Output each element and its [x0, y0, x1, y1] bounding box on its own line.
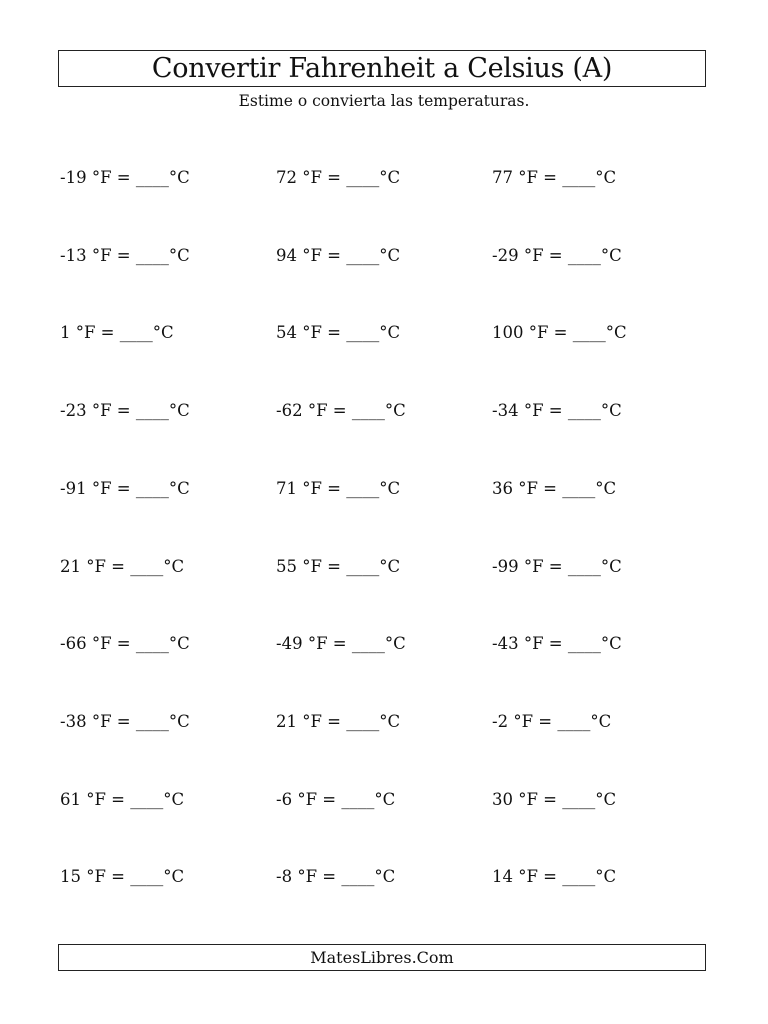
problem-item: 21 °F = ____°C	[60, 556, 185, 576]
problem-item: -43 °F = ____°C	[492, 634, 622, 654]
problem-item: 54 °F = ____°C	[276, 323, 401, 343]
problem-item: -23 °F = ____°C	[60, 401, 190, 421]
problem-item: -49 °F = ____°C	[276, 634, 406, 654]
problem-item: -66 °F = ____°C	[60, 634, 190, 654]
problem-item: 61 °F = ____°C	[60, 789, 185, 809]
problem-item: -2 °F = ____°C	[492, 711, 612, 731]
problem-item: 77 °F = ____°C	[492, 168, 617, 187]
instructions: Estime o convierta las temperaturas.	[238, 92, 530, 110]
problem-item: -91 °F = ____°C	[60, 478, 190, 498]
problem-item: -99 °F = ____°C	[492, 556, 622, 576]
problem-item: -8 °F = ____°C	[276, 867, 396, 887]
problem-item: -38 °F = ____°C	[60, 711, 190, 731]
problem-item: 15 °F = ____°C	[60, 867, 185, 887]
problem-item: -13 °F = ____°C	[60, 245, 190, 265]
problem-item: -62 °F = ____°C	[276, 401, 406, 421]
problem-item: 14 °F = ____°C	[492, 867, 617, 887]
problem-item: 30 °F = ____°C	[492, 789, 617, 809]
problem-item: 21 °F = ____°C	[276, 711, 401, 731]
title-box	[58, 50, 706, 87]
page-title: Convertir Fahrenheit a Celsius (A)	[151, 53, 613, 84]
problem-item: 94 °F = ____°C	[276, 245, 401, 265]
footer-site: MatesLibres.Com	[310, 948, 454, 967]
problem-item: 71 °F = ____°C	[276, 478, 401, 498]
footer-box	[58, 944, 706, 971]
problem-item: 100 °F = ____°C	[492, 323, 627, 343]
problem-item: -19 °F = ____°C	[60, 168, 190, 187]
problem-item: -34 °F = ____°C	[492, 401, 622, 421]
problem-item: 55 °F = ____°C	[276, 556, 401, 576]
problem-grid	[60, 166, 710, 946]
problem-item: 1 °F = ____°C	[60, 323, 174, 343]
problem-item: -29 °F = ____°C	[492, 245, 622, 265]
problem-item: 36 °F = ____°C	[492, 478, 617, 498]
problem-item: 72 °F = ____°C	[276, 168, 401, 187]
problem-item: -6 °F = ____°C	[276, 789, 396, 809]
